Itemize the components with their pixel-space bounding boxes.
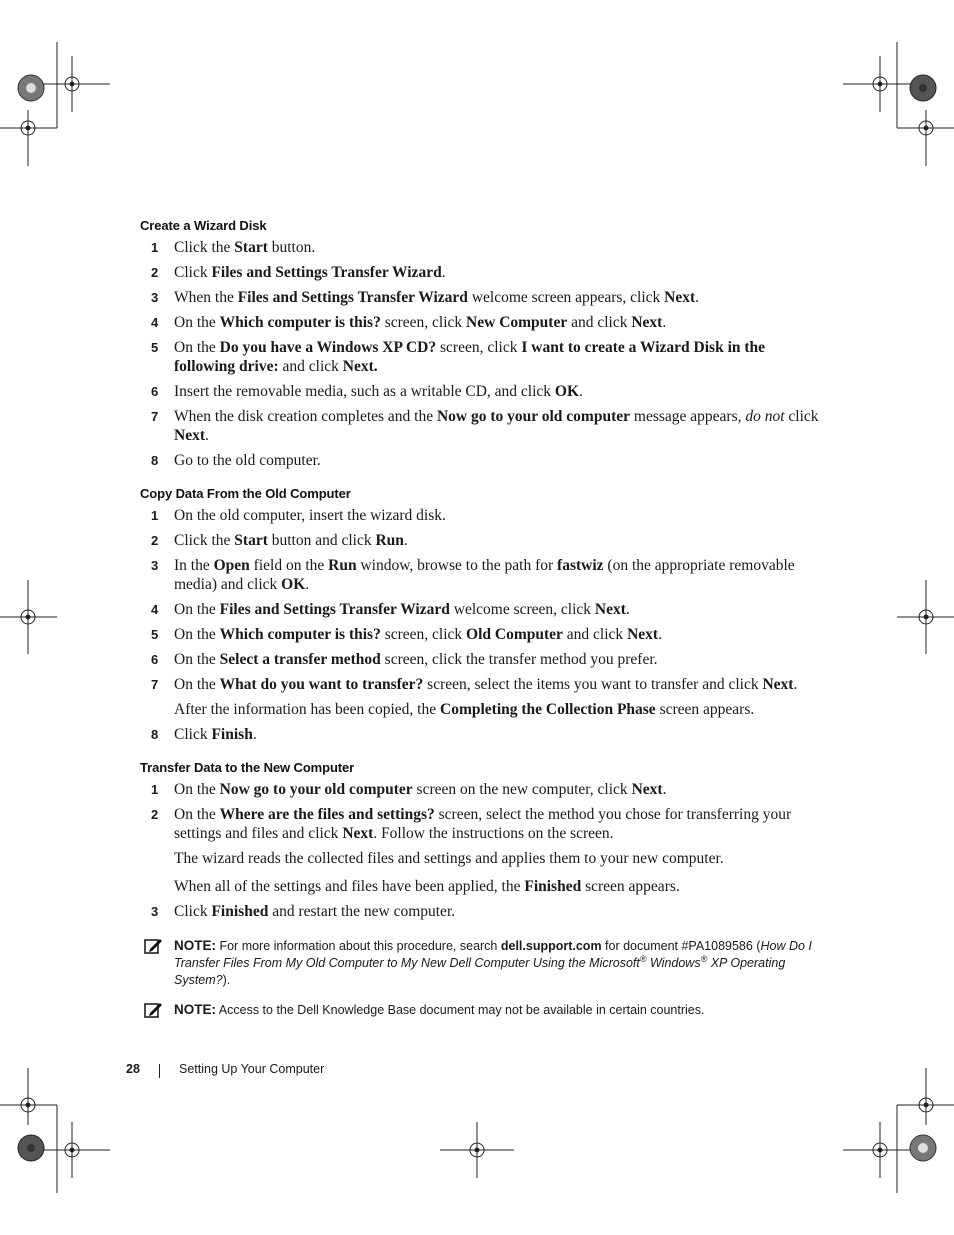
text-run: screen, click [380,626,467,643]
text-run: Insert the removable media, such as a writable CD, and click [174,383,555,400]
note-text [174,939,812,987]
text-run: screen on the new computer, click [412,781,632,798]
step-text [174,288,820,307]
section-create-wizard-disk [140,218,820,470]
step-number: 1 [151,782,159,797]
text-run: When the disk creation completes and the [174,408,437,425]
print-wheel-icon [18,75,44,101]
text-run: . Follow the instructions on the screen. [373,825,614,842]
text-run: On the [174,781,220,798]
ui-term: dell.support.com [500,939,602,953]
text-run: Click the [174,532,235,549]
text-run: . [441,264,446,281]
step-item [140,531,820,550]
step-item [140,288,820,307]
text-run: . [658,626,662,643]
print-wheel-icon [910,75,936,101]
step-item [140,780,820,799]
ui-term: OK [281,576,306,593]
text-run: On the [174,314,220,331]
step-text [174,556,820,594]
text-run: . [695,289,700,306]
text-run: . [662,781,667,798]
step-text [174,338,820,376]
text-run: . [793,676,798,693]
text-run: On the [174,601,220,618]
step-item [140,407,820,445]
ui-term: Completing the Collection Phase [440,701,656,718]
ui-term: Old Computer [466,626,563,643]
step-item [140,650,820,669]
ui-term: fastwiz [557,557,604,574]
step-number: 4 [151,315,159,330]
step-item [140,902,820,921]
ui-term: Next [664,289,696,306]
text-run: for document #PA1089586 ( [601,939,761,953]
step-number: 1 [151,508,159,523]
ui-term: Start [234,239,268,256]
step-number: 5 [151,340,159,355]
step-number: 3 [151,904,159,919]
text-run: On the [174,676,220,693]
text-run: Click [174,903,212,920]
text-run: On the [174,339,220,356]
step-number: 3 [151,290,159,305]
ui-term: Next [631,314,663,331]
ui-term: Do you have a Windows XP CD? [219,339,437,356]
footer-divider [159,1064,160,1078]
step-item [140,625,820,644]
text-run: . [252,726,257,743]
text-run: ). [222,973,231,987]
ui-term: Open [213,557,250,574]
text-run: screen, click the transfer method you prefer. [380,651,658,668]
step-number: 7 [151,409,159,424]
text-run: screen, click [436,339,522,356]
step-list [140,238,820,470]
ui-term: OK [554,383,580,400]
text-run: . [403,532,408,549]
print-wheel-icon [18,1135,44,1161]
text-run: button and click [267,532,376,549]
step-number: 5 [151,627,159,642]
step-text [174,263,820,282]
emphasis-text: ® [700,953,708,964]
text-run: After the information has been copied, the [174,701,440,718]
step-text [174,238,820,257]
note-label: NOTE: [174,938,216,953]
ui-term: Next [174,427,205,444]
ui-term: Finish [211,726,253,743]
ui-term: Next [627,626,659,643]
ui-term: Files and Settings Transfer Wizard [237,289,468,306]
step-text [174,625,820,644]
step-text [174,506,820,525]
step-list [140,780,820,921]
ui-term: Which computer is this? [219,314,381,331]
step-item [140,382,820,401]
step-text [174,451,820,470]
text-run: When all of the settings and files have been applied, the [174,878,525,895]
ui-term: Next [342,825,374,842]
section-copy-data [140,486,820,744]
note-block [140,1001,820,1019]
step-text [174,600,820,619]
step-number: 3 [151,558,159,573]
text-run: On the [174,626,220,643]
note-text [216,1003,704,1017]
pencil-note-icon [144,1001,164,1019]
section-heading: Create a Wizard Disk [140,218,267,233]
note-label: NOTE: [174,1002,216,1017]
step-item [140,451,820,470]
emphasis-text: How Do I Transfer Files From My Old Computer to My New Dell Computer Using the Microsoft [174,939,812,970]
step-number: 2 [151,265,159,280]
section-heading: Copy Data From the Old Computer [140,486,351,501]
pencil-note-icon [144,937,164,955]
note-block [140,937,820,989]
step-item [140,338,820,376]
ui-term: Finished [524,878,582,895]
step-detail [174,849,820,868]
section-transfer-data [140,760,820,921]
ui-term: Next [594,601,626,618]
step-text [174,531,820,550]
ui-term: Next [631,781,663,798]
ui-term: New Computer [466,314,568,331]
ui-term: Files and Settings Transfer Wizard [219,601,450,618]
step-item [140,600,820,619]
text-run: For more information about this procedure, search [216,939,501,953]
text-run: screen, select the method you chose for transferring your settings and files and click [174,806,792,842]
step-detail [174,877,820,896]
ui-term: What do you want to transfer? [219,676,424,693]
step-item [140,556,820,594]
ui-term: Where are the files and settings? [219,806,435,823]
step-text [174,313,820,332]
step-text [174,675,820,694]
text-run: window, browse to the path for [356,557,558,574]
step-text [174,407,820,445]
text-run: field on the [249,557,329,574]
text-run: . [205,427,209,444]
step-item [140,238,820,257]
ui-term: Now go to your old computer [219,781,413,798]
step-detail [174,700,820,719]
text-run: In the [174,557,214,574]
text-run: Click [174,726,212,743]
text-run: and click [562,626,628,643]
ui-term: Run [375,532,404,549]
text-run: Click the [174,239,235,256]
page-footer [126,1062,325,1076]
text-run: Go to the old computer. [174,452,321,469]
step-item [140,725,820,744]
step-number: 2 [151,807,159,822]
ui-term: Next [762,676,794,693]
step-item [140,805,820,896]
text-run: On the [174,651,220,668]
text-run: screen, click [380,314,467,331]
text-run: On the old computer, insert the wizard disk. [174,507,446,524]
step-item [140,675,820,719]
section-heading: Transfer Data to the New Computer [140,760,355,775]
print-wheel-icon [910,1135,936,1161]
ui-term: Start [234,532,268,549]
step-number: 6 [151,652,159,667]
step-number: 8 [151,727,159,742]
text-run: message appears, [630,408,746,425]
step-text [174,805,820,843]
text-run: welcome screen appears, click [467,289,665,306]
text-run: When the [174,289,238,306]
emphasis-text: Windows [646,956,701,970]
step-number: 8 [151,453,159,468]
page-number: 28 [126,1062,140,1076]
step-number: 4 [151,602,159,617]
text-run: Click [174,264,212,281]
text-run: button. [267,239,316,256]
step-item [140,506,820,525]
page-content [140,218,820,1031]
text-run: The wizard reads the collected files and settings and applies them to your new computer. [174,850,724,867]
text-run: . [579,383,583,400]
text-run: (on the appropriate removable media) and click [174,557,795,593]
step-number: 2 [151,533,159,548]
text-run: . [305,576,310,593]
ui-term: Finished [211,903,269,920]
text-run: screen appears. [581,878,680,895]
text-run: screen appears. [655,701,755,718]
step-text [174,650,820,669]
step-item [140,313,820,332]
step-text [174,780,820,799]
text-run: On the [174,806,220,823]
ui-term: Files and Settings Transfer Wizard [211,264,442,281]
text-run: click [784,408,819,425]
ui-term: Run [328,557,357,574]
text-run: welcome screen, click [449,601,595,618]
step-number: 1 [151,240,159,255]
text-run: . [662,314,667,331]
footer-title: Setting Up Your Computer [179,1062,325,1076]
step-text [174,902,820,921]
text-run: Access to the Dell Knowledge Base document may not be available in certain countries. [216,1003,705,1017]
ui-term: I want to create a Wizard Disk in the following drive: [174,339,766,375]
step-number: 6 [151,384,159,399]
ui-term: Now go to your old computer [436,408,631,425]
step-number: 7 [151,677,159,692]
text-run: and restart the new computer. [268,903,456,920]
text-run: . [625,601,630,618]
step-text [174,725,820,744]
ui-term: Next. [342,358,378,375]
text-run: and click [567,314,632,331]
emphasis-text: XP Operating System? [174,956,786,987]
text-run: screen, select the items you want to transfer and click [423,676,763,693]
emphasis-text: ® [639,953,647,964]
ui-term: Select a transfer method [219,651,381,668]
text-run: and click [278,358,343,375]
step-list [140,506,820,744]
emphasis-text: do not [745,408,785,425]
step-text [174,382,820,401]
step-item [140,263,820,282]
ui-term: Which computer is this? [219,626,381,643]
